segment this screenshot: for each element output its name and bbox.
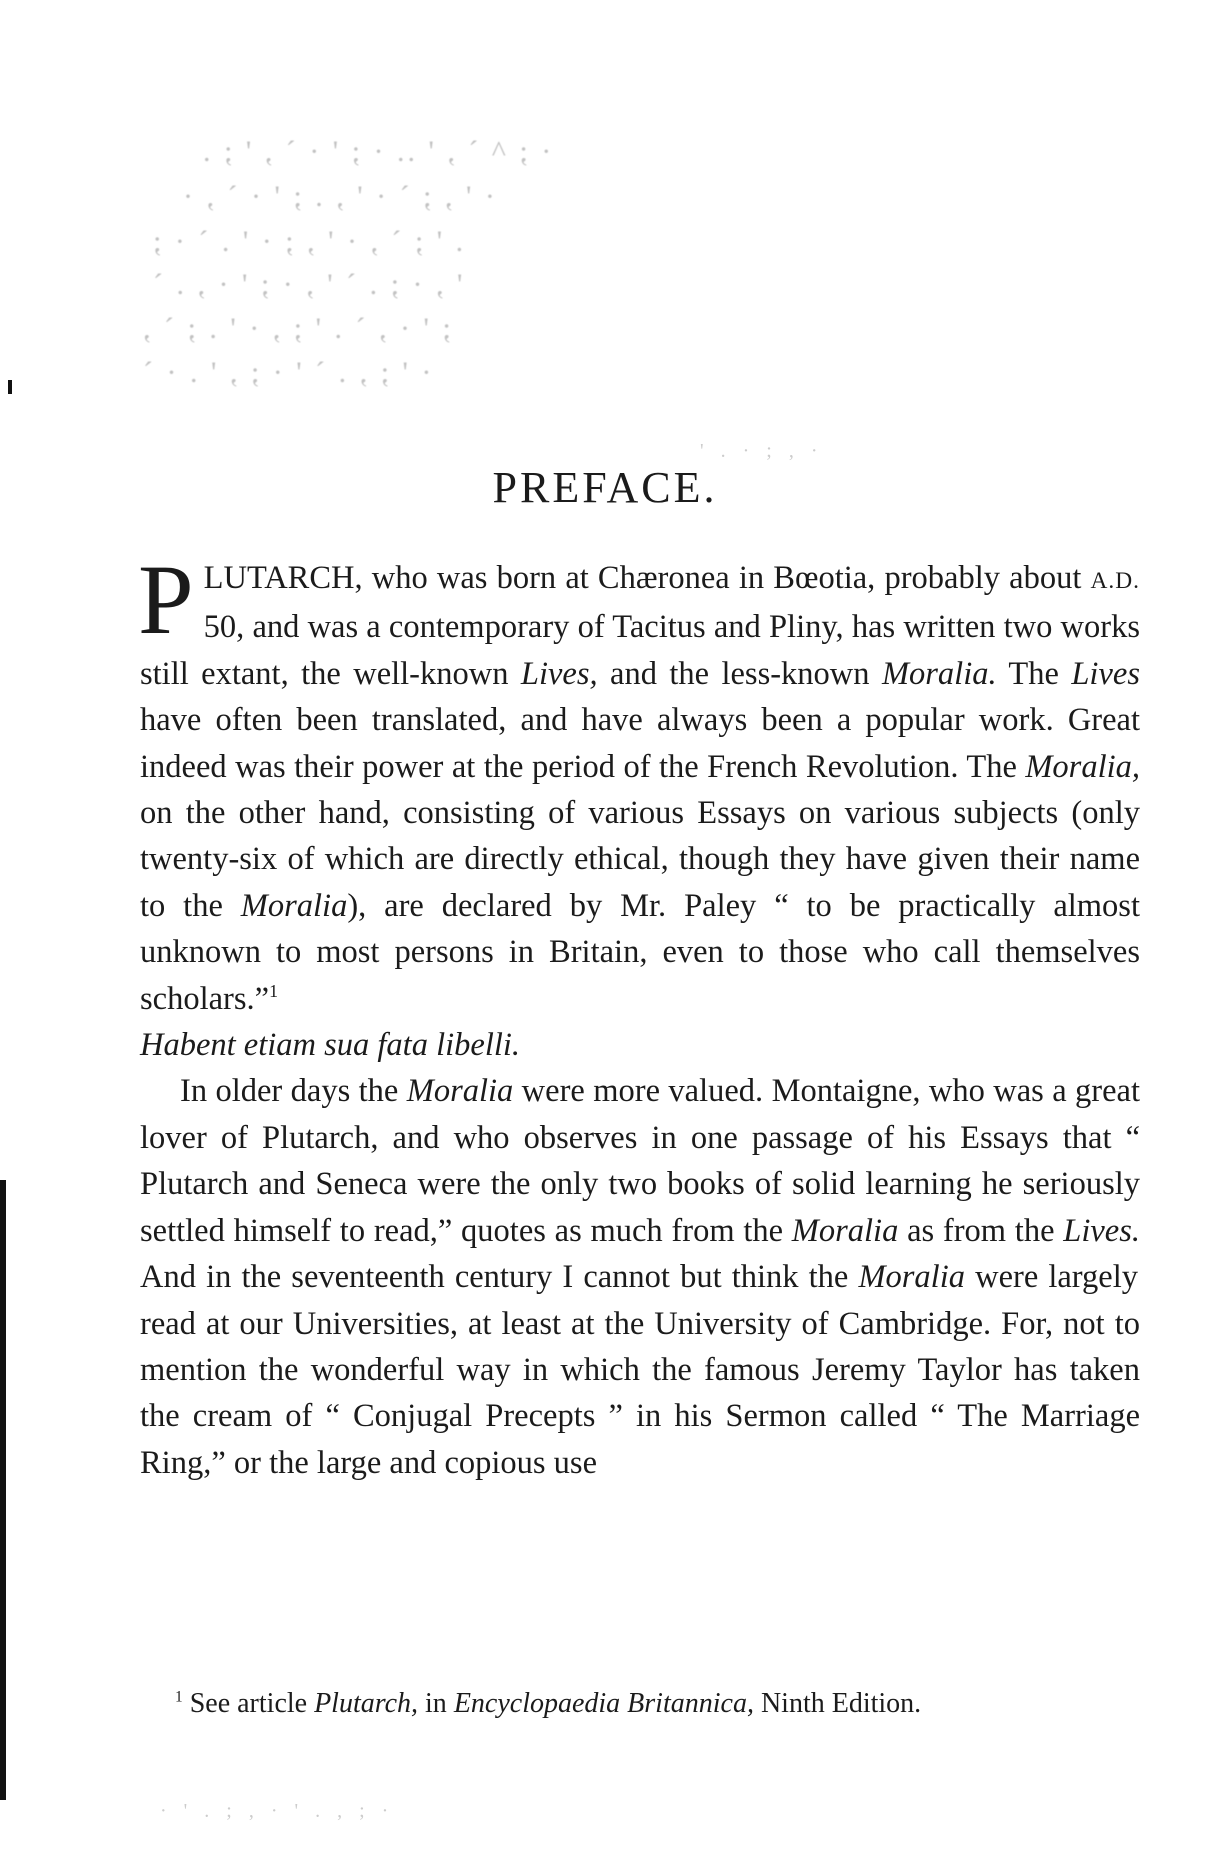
era-abbreviation: A.D. (1090, 568, 1140, 594)
footnote-reference: 1 (269, 980, 278, 1001)
text-run: and the less-known (597, 655, 882, 692)
paragraph-2 (140, 1068, 1140, 1486)
footnote-number: 1 (175, 1688, 183, 1706)
show-through-text: · ' ; , . ` ' · ; , ' . · ` (140, 356, 432, 389)
binding-edge (0, 1180, 6, 1800)
italic-title: Moralia (240, 887, 348, 924)
text-run: And in the seventeenth century I cannot but think the (140, 1259, 859, 1296)
binding-edge (8, 380, 12, 394)
footnote (175, 1688, 921, 1720)
paper-specks: ' . · ; , · (700, 440, 824, 462)
text-run: ), are declared by Mr. Paley “ to be practically almost unknown to most persons in Britain, even to those who call themselves scholars.” (140, 887, 1140, 1017)
text-run: have often been translated, and have always been a popular work. Great indeed was their power at the period of the French Revolution. The (140, 702, 1140, 785)
text-run: as from the (898, 1212, 1064, 1249)
text-run: See article (182, 1688, 315, 1719)
show-through-text: . ' ; ` , · ' , ; · ' . ` · ; (150, 225, 464, 258)
italic-title: Lives. (1063, 1212, 1140, 1249)
text-run: The (996, 655, 1072, 692)
paragraph-1 (138, 544, 1140, 1068)
italic-title: Moralia (858, 1259, 965, 1296)
show-through-text: · ' , ; ` · ' , . ; ' · ` , · (180, 180, 495, 213)
latin-quotation: Habent etiam sua fata libelli. (140, 1027, 521, 1064)
text-run: in (418, 1688, 454, 1719)
drop-cap: P (138, 544, 194, 655)
italic-title: Plutarch, (314, 1688, 419, 1719)
show-through-text: · ; ^ ` , ' .. · ; ' · ` , ' ; . (200, 135, 552, 168)
show-through-text: ; ' · , ` . ' ; , · ' . ; ` , (140, 312, 451, 345)
page-heading: PREFACE. (492, 463, 718, 512)
italic-title: Encyclopaedia Britannica, (453, 1688, 754, 1719)
text-run: Ninth Edition. (753, 1688, 922, 1719)
italic-title: Moralia (791, 1212, 899, 1249)
italic-title: Moralia. (881, 655, 997, 692)
italic-title: Lives (1071, 655, 1140, 692)
show-through-text: ' , · ; . ` ' , · ; ' · , . ` (150, 268, 463, 301)
text-run: on the other hand, consisting of various Essays on various subjects (only twenty-six of which are directly ethical, though they have given their name to the (140, 795, 1140, 924)
text-run: In older days the (180, 1073, 407, 1110)
italic-title: Moralia (406, 1073, 514, 1110)
body-text (138, 544, 1140, 1486)
paper-specks: · ' . ; , · ' . , ; · (160, 1800, 395, 1822)
text-run: LUTARCH, who was born at Chæronea in Bœotia, probably about (203, 560, 1091, 596)
italic-title: Moralia, (1025, 748, 1140, 785)
text-run: were more valued. Montaigne, who was a great lover of Plutarch, and who observes in one passage of his Essays that “ Plutarch and Seneca were the only two books of solid learning he seriously settled himself to read,” quotes as much from the (140, 1073, 1140, 1249)
italic-title: Lives, (520, 655, 598, 692)
text-run: were largely read at our Universities, at least at the University of Cambridge. For, not to mention the wonderful way in which the famous Jeremy Taylor has taken the cream of “ Conjugal Precepts ” in his Sermon called “ The Marriage Ring,” or the large and copious use (140, 1259, 1140, 1481)
text-run: 50, and was a contemporary of Tacitus and Pliny, has written two works still extant, the well-known (140, 609, 1140, 692)
